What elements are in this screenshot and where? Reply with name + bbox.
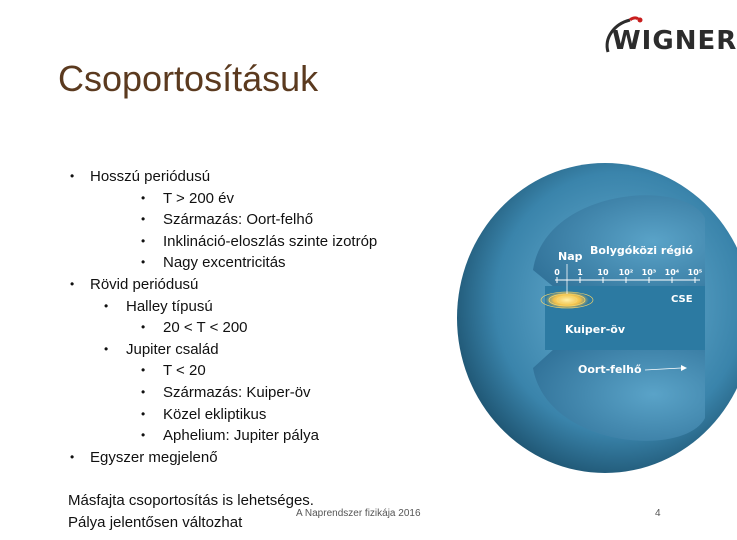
bullet-item	[68, 425, 408, 447]
bullet-item	[68, 209, 408, 231]
bullet-item	[68, 404, 408, 426]
bullet-item	[68, 360, 408, 382]
oort-cloud-diagram	[455, 158, 705, 478]
scale-tick-label: 10	[597, 268, 609, 277]
oort-cloud-illustration	[455, 158, 705, 478]
wigner-logo: WIGNER	[612, 26, 737, 56]
bullet-marker: •	[141, 384, 146, 399]
scale-tick-label: 10²	[618, 268, 634, 277]
slide-title: Csoportosításuk	[58, 58, 319, 99]
bullet-item	[68, 382, 408, 404]
bullet-text: Származás: Kuiper-öv	[163, 383, 311, 401]
bullet-text: T > 200 év	[163, 189, 235, 207]
bullet-marker: •	[141, 255, 146, 270]
bullet-marker: •	[141, 320, 146, 335]
footer-text: A Naprendszer fizikája 2016	[296, 508, 421, 519]
bullet-item	[68, 274, 408, 296]
bullet-text: 20 < T < 200	[163, 319, 248, 337]
scale-tick-label: 10⁵	[687, 268, 703, 277]
bullet-marker: •	[141, 428, 146, 443]
bullet-text: Jupiter család	[126, 340, 219, 358]
bullet-marker: •	[104, 341, 109, 356]
note	[68, 490, 314, 534]
bullet-item	[68, 166, 408, 188]
bullet-marker: •	[70, 449, 75, 464]
bullet-text: Hosszú periódusú	[90, 168, 211, 185]
label-cse: CSE	[671, 294, 693, 305]
bullet-item	[68, 296, 408, 318]
bullet-marker: •	[141, 233, 146, 248]
bullet-text: Közel ekliptikus	[163, 405, 267, 423]
bullet-text: Halley típusú	[126, 297, 213, 315]
bullet-marker: •	[141, 406, 146, 421]
scale-tick-label: 1	[577, 268, 583, 277]
bullet-marker: •	[70, 276, 75, 291]
label-oort: Oort-felhő	[578, 363, 642, 376]
label-nap: Nap	[558, 250, 583, 263]
page-number: 4	[655, 508, 661, 519]
note-line-2: Pálya jelentősen változhat	[68, 514, 243, 531]
bullet-marker: •	[141, 190, 146, 205]
bullet-text: Rövid periódusú	[90, 275, 199, 293]
bullet-text: Származás: Oort-felhő	[163, 211, 314, 229]
bullet-text: Aphelium: Jupiter pálya	[163, 427, 319, 445]
bullet-item	[68, 231, 408, 253]
bullet-item	[68, 188, 408, 210]
bullet-marker: •	[141, 363, 146, 378]
scale-tick-label: 10³	[641, 268, 657, 277]
bullet-text: Egyszer megjelenő	[90, 448, 218, 466]
label-interstellar: Bolygóközi régió	[590, 244, 693, 257]
bullet-item	[68, 252, 408, 274]
scale-tick-label: 0	[554, 268, 560, 277]
bullet-list	[68, 166, 408, 468]
bullet-marker: •	[141, 212, 146, 227]
scale-tick-label: 10⁴	[664, 268, 680, 277]
bullet-text: Nagy excentricitás	[163, 254, 286, 272]
bullet-item	[68, 339, 408, 361]
bullet-item	[68, 447, 408, 469]
bullet-item	[68, 317, 408, 339]
bullet-text: T < 20	[163, 362, 206, 380]
note-line-1: Másfajta csoportosítás is lehetséges.	[68, 492, 314, 509]
bullet-text: Inklináció-eloszlás szinte izotróp	[163, 232, 378, 250]
label-kuiper: Kuiper-öv	[565, 323, 625, 336]
bullet-marker: •	[70, 169, 75, 183]
bullet-marker: •	[104, 298, 109, 313]
